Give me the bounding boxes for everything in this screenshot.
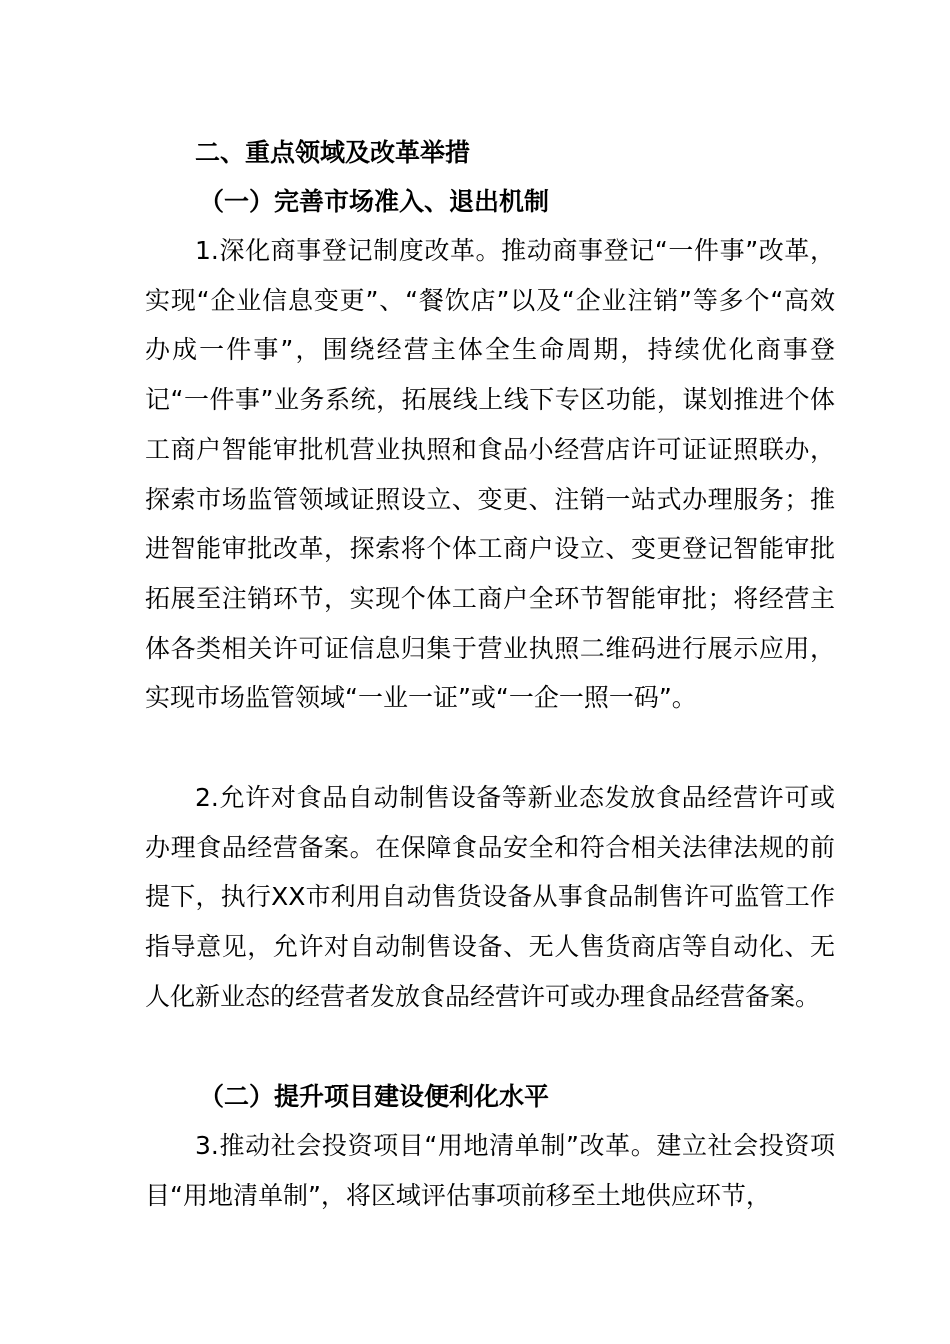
paragraph-food-vending: 2.允许对食品自动制售设备等新业态发放食品经营许可或办理食品经营备案。在保障食品安全和符合相关法律法规的前提下，执行XX市利用自动售货设备从事食品制售许可监管工作指导意见，允许对自动制售设备、无人售货商店等自动化、无人化新业态的经营者发放食品经营许可或办理食品经营备案。: [145, 783, 835, 1011]
section-heading: 二、重点领域及改革举措: [195, 138, 471, 167]
paragraph-land-use-list: 3.推动社会投资项目“用地清单制”改革。建立社会投资项目“用地清单制”，将区域评估事项前移至土地供应环节，: [145, 1131, 835, 1210]
subsection-heading-project-construction: （二）提升项目建设便利化水平: [199, 1082, 550, 1111]
subsection-heading-market-access: （一）完善市场准入、退出机制: [199, 187, 550, 216]
paragraph-commercial-registration: 1.深化商事登记制度改革。推动商事登记“一件事”改革，实现“企业信息变更”、“餐饮店”以及“企业注销”等多个“高效办成一件事”，围绕经营主体全生命周期，持续优化商事登记“一件事”业务系统，拓展线上线下专区功能，谋划推进个体工商户智能审批机营业执照和食品小经营店许可证证照联办，探索市场监管领域证照设立、变更、注销一站式办理服务；推进智能审批改革，探索将个体工商户设立、变更登记智能审批拓展至注销环节，实现个体工商户全环节智能审批；将经营主体各类相关许可证信息归集于营业执照二维码进行展示应用，实现市场监管领域“一业一证”或“一企一照一码”。: [145, 236, 835, 713]
